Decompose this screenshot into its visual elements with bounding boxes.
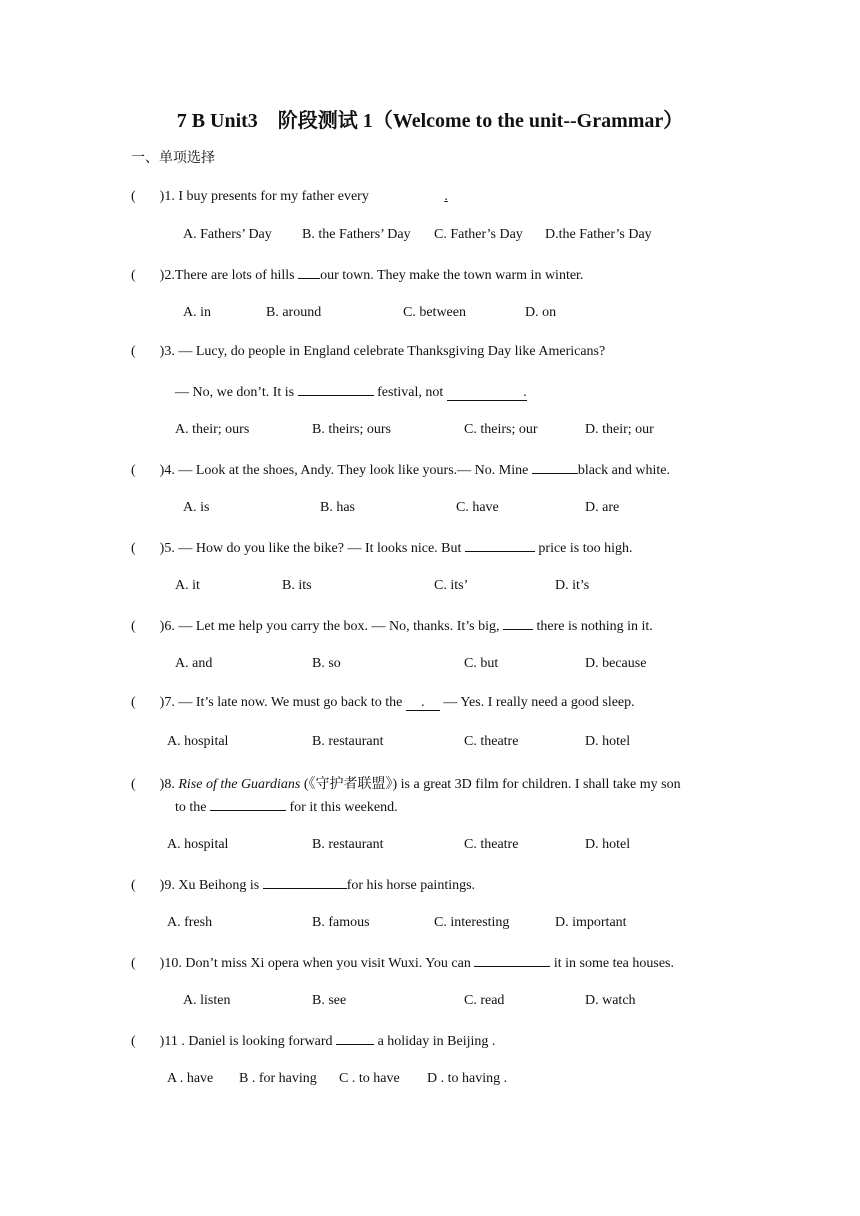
question-8-continued: to the for it this weekend.	[175, 800, 398, 815]
q10-option-b: B. see	[312, 993, 347, 1008]
q2-option-c: C. between	[403, 305, 466, 320]
question-10: ( )10. Don’t miss Xi opera when you visit Wuxi. You can it in some tea houses.	[131, 956, 675, 971]
q6-option-d: D. because	[585, 656, 647, 671]
q1-option-c: C. Father’s Day	[434, 227, 523, 242]
question-4: ( )4. — Look at the shoes, Andy. They look like yours.— No. Mine black and white.	[131, 463, 670, 478]
q4-option-d: D. are	[585, 500, 620, 515]
q8-option-d: D. hotel	[585, 837, 631, 852]
q9-option-a: A. fresh	[167, 915, 213, 930]
question-8: ( )8. Rise of the Guardians (《守护者联盟》) is a great 3D film for children. I shall take my son	[131, 777, 681, 792]
q10-option-d: D. watch	[585, 993, 636, 1008]
q11-option-a: A . have	[167, 1071, 214, 1086]
q4-option-c: C. have	[456, 500, 499, 515]
q5-option-a: A. it	[175, 578, 200, 593]
question-1: ( )1. I buy presents for my father every .	[131, 189, 448, 204]
q10-option-c: C. read	[464, 993, 505, 1008]
question-3: ( )3. — Lucy, do people in England celebrate Thanksgiving Day like Americans?	[131, 344, 606, 359]
section-heading: 一、单项选择	[131, 151, 215, 166]
q3-option-b: B. theirs; ours	[312, 422, 391, 437]
page-title: 7 B Unit3 阶段测试 1（Welcome to the unit--Grammar）	[176, 110, 684, 132]
q6-option-c: C. but	[464, 656, 499, 671]
q5-option-b: B. its	[282, 578, 312, 593]
q1-option-a: A. Fathers’ Day	[183, 227, 272, 242]
q8-option-b: B. restaurant	[312, 837, 384, 852]
question-2: ( )2.There are lots of hills our town. They make the town warm in winter.	[131, 268, 584, 283]
question-6: ( )6. — Let me help you carry the box. — No, thanks. It’s big, there is nothing in it.	[131, 619, 653, 634]
question-7: ( )7. — It’s late now. We must go back to the . — Yes. I really need a good sleep.	[131, 695, 635, 710]
q8-option-c: C. theatre	[464, 837, 519, 852]
q9-option-d: D. important	[555, 915, 627, 930]
q8-option-a: A. hospital	[167, 837, 229, 852]
q6-option-b: B. so	[312, 656, 341, 671]
q7-option-d: D. hotel	[585, 734, 631, 749]
q1-option-d: D.the Father’s Day	[545, 227, 652, 242]
q4-option-a: A. is	[183, 500, 210, 515]
q7-option-c: C. theatre	[464, 734, 519, 749]
q7-option-a: A. hospital	[167, 734, 229, 749]
q4-option-b: B. has	[320, 500, 355, 515]
question-3-answer-line: — No, we don’t. It is festival, not .	[175, 385, 527, 400]
q11-option-c: C . to have	[339, 1071, 400, 1086]
q5-option-d: D. it’s	[555, 578, 590, 593]
q3-option-c: C. theirs; our	[464, 422, 538, 437]
q2-option-b: B. around	[266, 305, 322, 320]
q11-option-d: D . to having .	[427, 1071, 508, 1086]
q1-option-b: B. the Fathers’ Day	[302, 227, 411, 242]
question-5: ( )5. — How do you like the bike? — It looks nice. But price is too high.	[131, 541, 633, 556]
q5-option-c: C. its’	[434, 578, 469, 593]
q10-option-a: A. listen	[183, 993, 231, 1008]
q2-option-d: D. on	[525, 305, 557, 320]
question-9: ( )9. Xu Beihong is for his horse paintings.	[131, 878, 476, 893]
q3-option-a: A. their; ours	[175, 422, 250, 437]
question-11: ( )11 . Daniel is looking forward a holiday in Beijing .	[131, 1034, 496, 1049]
q3-option-d: D. their; our	[585, 422, 654, 437]
q6-option-a: A. and	[175, 656, 213, 671]
q9-option-b: B. famous	[312, 915, 370, 930]
q2-option-a: A. in	[183, 305, 211, 320]
q7-option-b: B. restaurant	[312, 734, 384, 749]
film-title: Rise of the Guardians	[178, 777, 301, 792]
q9-option-c: C. interesting	[434, 915, 510, 930]
q11-option-b: B . for having	[239, 1071, 317, 1086]
